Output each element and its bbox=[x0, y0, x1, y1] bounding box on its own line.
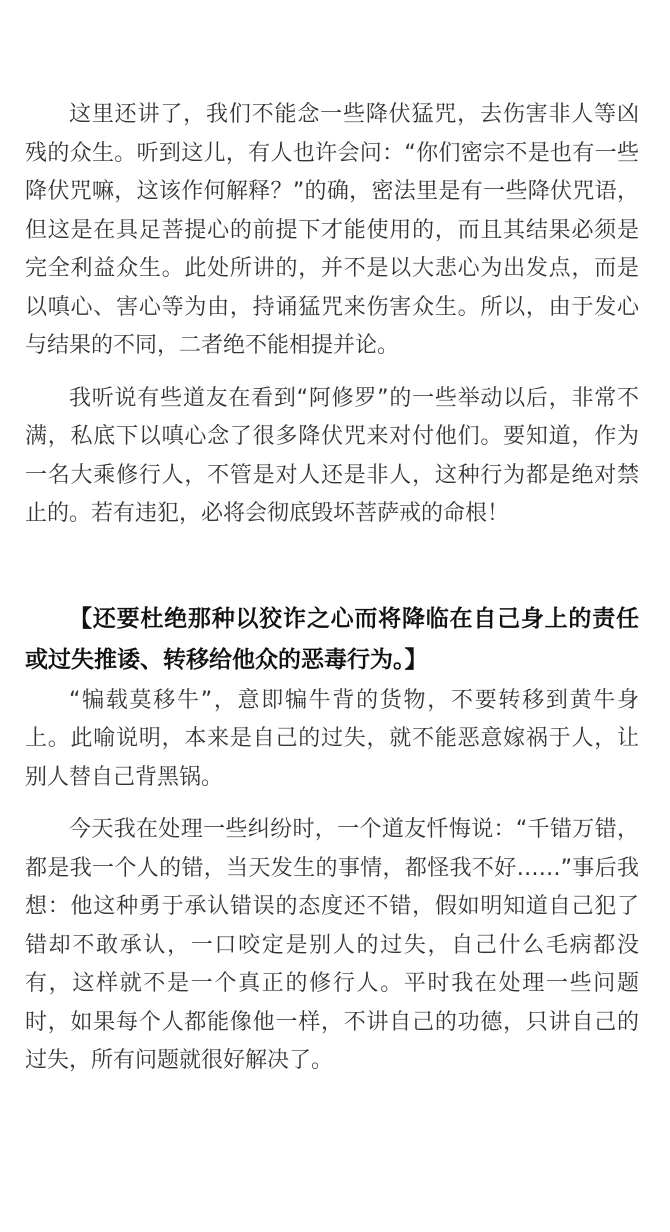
section-spacer bbox=[25, 534, 639, 598]
paragraph-spacer bbox=[25, 366, 639, 380]
paragraph-2: 我听说有些道友在看到“阿修罗”的一些举动以后，非常不满，私底下以嗔心念了很多降伏咒来对付他们。要知道，作为一名大乘修行人，不管是对人还是非人，这种行为都是绝对禁止的。若有违犯，必将会彻底毁坏菩萨戒的命根！ bbox=[25, 385, 639, 526]
paragraph-3: “犏载莫移牛”，意即犏牛背的货物，不要转移到黄牛身上。此喻说明，本来是自己的过失，就不能恶意嫁祸于人，让别人替自己背黑锅。 bbox=[25, 687, 639, 790]
paragraph-1: 这里还讲了，我们不能念一些降伏猛咒，去伤害非人等凶残的众生。听到这儿，有人也许会问：“你们密宗不是也有一些降伏咒嘛，这该作何解释？”的确，密法里是有一些降伏咒语，但这是在具足菩提心的前提下才能使用的，而且其结果必须是完全利益众生。此处所讲的，并不是以大悲心为出发点，而是以嗔心、害心等为由，持诵猛咒来伤害众生。所以，由于发心与结果的不同，二者绝不能相提并论。 bbox=[25, 102, 639, 358]
section-heading: 【还要杜绝那种以狡诈之心而将降临在自己身上的责任或过失推诿、转移给他众的恶毒行为。】 bbox=[25, 604, 639, 673]
article-body bbox=[25, 96, 639, 1081]
paragraph-spacer bbox=[25, 797, 639, 811]
paragraph-4: 今天我在处理一些纠纷时，一个道友忏悔说：“千错万错，都是我一个人的错，当天发生的事情，都怪我不好……”事后我想：他这种勇于承认错误的态度还不错，假如明知道自己犯了错却不敢承认，一口咬定是别人的过失，自己什么毛病都没有，这样就不是一个真正的修行人。平时我在处理一些问题时，如果每个人都能像他一样，不讲自己的功德，只讲自己的过失，所有问题就很好解决了。 bbox=[25, 817, 639, 1073]
